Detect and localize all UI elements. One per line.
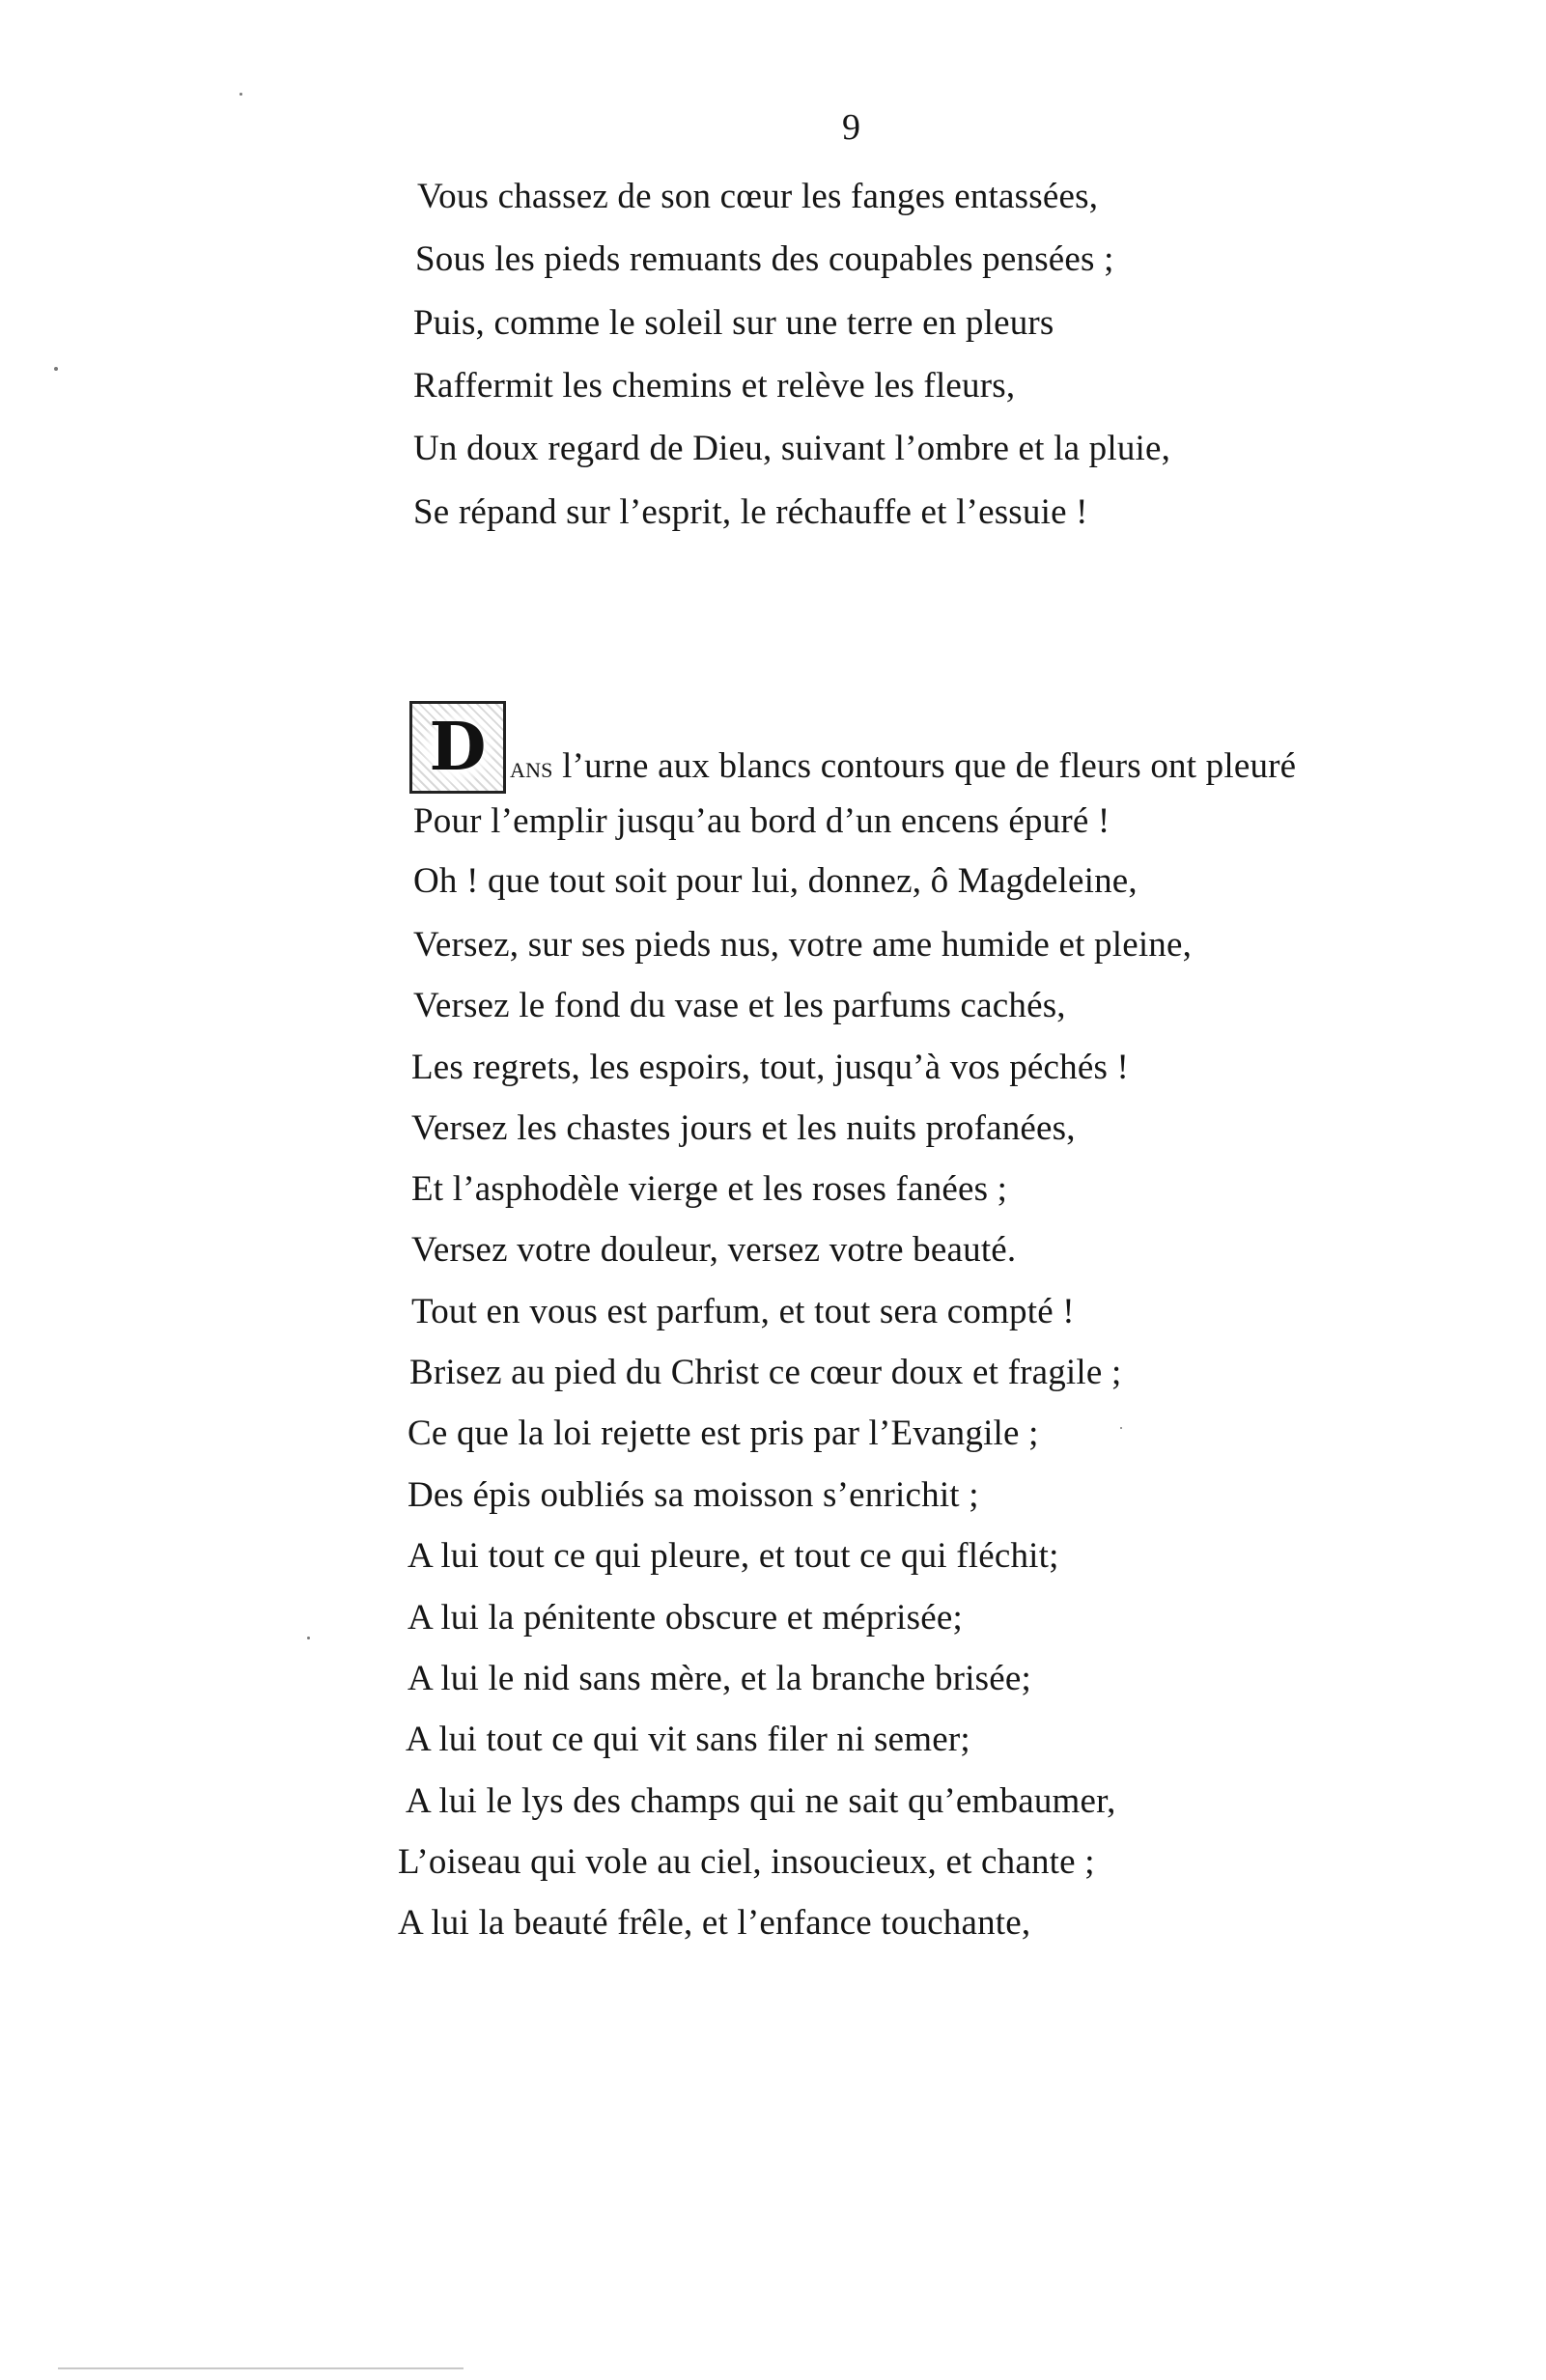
verse-line: Oh ! que tout soit pour lui, donnez, ô Magdeleine, bbox=[413, 861, 1138, 901]
verse-line: Versez le fond du vase et les parfums cachés, bbox=[413, 986, 1066, 1025]
first-line-rest: l’urne aux blancs contours que de fleurs ont pleuré bbox=[552, 746, 1297, 786]
verse-line: Un doux regard de Dieu, suivant l’ombre et la pluie, bbox=[413, 429, 1171, 468]
verse-line: Sous les pieds remuants des coupables pensées ; bbox=[415, 239, 1114, 279]
verse-line: Pour l’emplir jusqu’au bord d’un encens épuré ! bbox=[413, 801, 1110, 841]
verse-line-first bbox=[510, 745, 1296, 788]
scan-speck bbox=[54, 367, 58, 371]
verse-line: Versez, sur ses pieds nus, votre ame humide et pleine, bbox=[413, 925, 1193, 965]
scan-speck bbox=[239, 93, 242, 96]
verse-line: A lui la pénitente obscure et méprisée; bbox=[408, 1598, 963, 1638]
verse-line: Puis, comme le soleil sur une terre en pleurs bbox=[413, 303, 1054, 343]
verse-line: Versez les chastes jours et les nuits profanées, bbox=[411, 1108, 1076, 1148]
verse-line: Se répand sur l’esprit, le réchauffe et l’essuie ! bbox=[413, 492, 1088, 532]
verse-line: Tout en vous est parfum, et tout sera compté ! bbox=[411, 1292, 1075, 1331]
verse-line: Brisez au pied du Christ ce cœur doux et fragile ; bbox=[409, 1353, 1122, 1392]
verse-line: A lui la beauté frêle, et l’enfance touchante, bbox=[398, 1903, 1031, 1943]
verse-line: A lui le lys des champs qui ne sait qu’embaumer, bbox=[406, 1781, 1116, 1821]
scan-speck bbox=[307, 1637, 310, 1639]
verse-line: Versez votre douleur, versez votre beauté. bbox=[411, 1230, 1017, 1270]
verse-line: Vous chassez de son cœur les fanges entassées, bbox=[417, 177, 1099, 216]
verse-line: L’oiseau qui vole au ciel, insoucieux, et chante ; bbox=[398, 1842, 1095, 1882]
first-word-smallcaps: ans bbox=[510, 749, 553, 784]
verse-line: A lui tout ce qui pleure, et tout ce qui fléchit; bbox=[408, 1536, 1059, 1576]
verse-line: Ce que la loi rejette est pris par l’Evangile ; bbox=[408, 1414, 1039, 1453]
drop-cap-letter: D bbox=[412, 704, 503, 791]
verse-line: A lui le nid sans mère, et la branche brisée; bbox=[408, 1659, 1032, 1698]
verse-line: Les regrets, les espoirs, tout, jusqu’à vos péchés ! bbox=[411, 1048, 1130, 1087]
scan-edge-mark bbox=[58, 2367, 464, 2369]
verse-line: Des épis oubliés sa moisson s’enrichit ; bbox=[408, 1475, 979, 1515]
verse-line: A lui tout ce qui vit sans filer ni semer; bbox=[406, 1720, 970, 1759]
ornamental-drop-cap bbox=[409, 701, 506, 794]
page-number: 9 bbox=[842, 107, 860, 148]
scan-speck bbox=[1120, 1427, 1122, 1429]
verse-line: Et l’asphodèle vierge et les roses fanées ; bbox=[411, 1169, 1008, 1209]
verse-line: Raffermit les chemins et relève les fleurs, bbox=[413, 366, 1016, 406]
